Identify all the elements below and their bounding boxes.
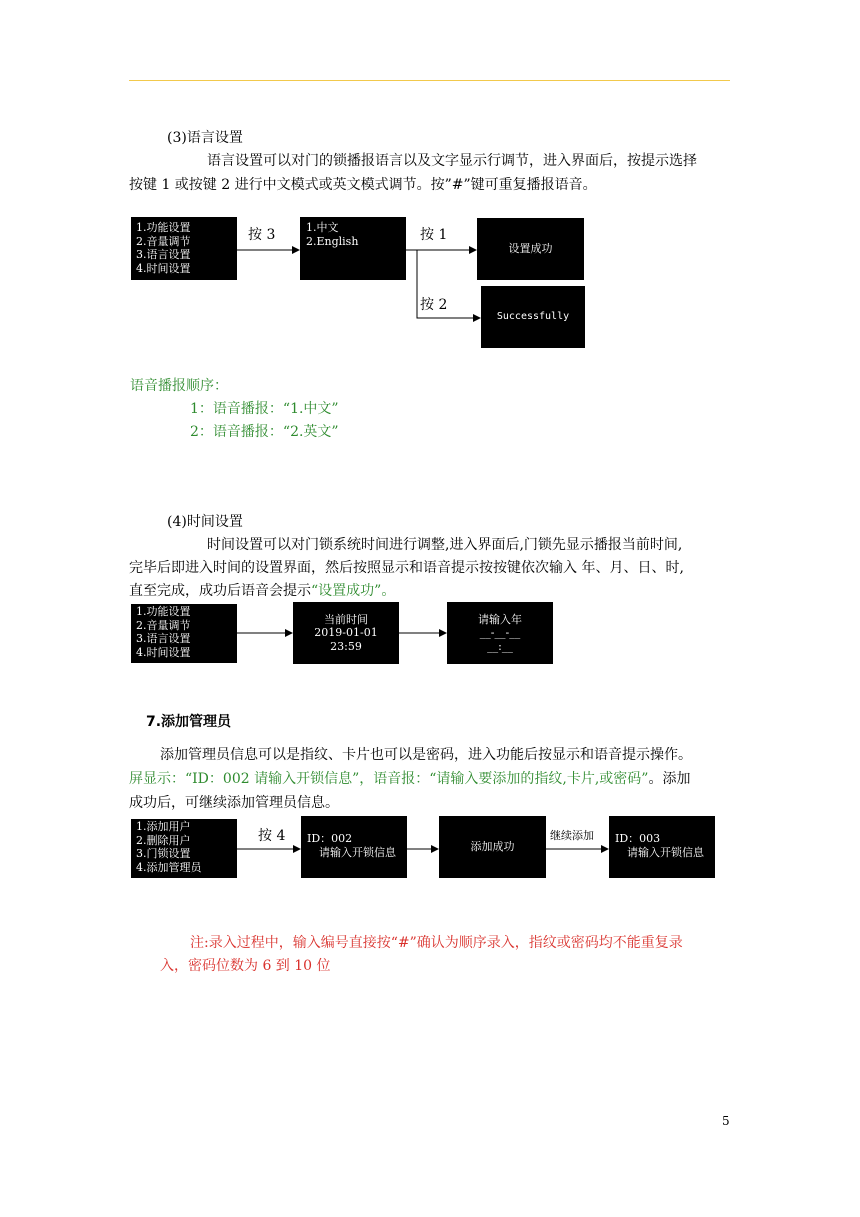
menu-item: 4.时间设置 xyxy=(136,261,191,275)
current-time-title: 当前时间 xyxy=(324,612,368,626)
voice-order-item: 1：语音播报：“1.中文” xyxy=(190,401,339,417)
section3-para-line2: 按键 1 或按键 2 进行中文模式或英文模式调节。按”#”键可重复播报语音。 xyxy=(129,177,597,193)
success-voice-prompt: “设置成功”。 xyxy=(311,583,396,599)
enter-unlock-info: 请输入开锁信息 xyxy=(319,845,396,859)
current-clock: 23:59 xyxy=(330,639,362,653)
current-date: 2019-01-01 xyxy=(314,626,378,640)
menu-item: 3.门锁设置 xyxy=(136,847,191,860)
time-placeholder: __:__ xyxy=(487,639,513,653)
menu-item: 2.音量调节 xyxy=(136,618,191,632)
section7-para-line2-tail: 。添加 xyxy=(648,771,691,787)
menu-item: 4.时间设置 xyxy=(136,645,191,659)
continue-add-label: 继续添加 xyxy=(550,829,594,842)
menu-item: 2.删除用户 xyxy=(136,833,191,847)
section4-heading: (4)时间设置 xyxy=(167,514,243,530)
note-line1: 注:录入过程中，输入编号直接按“#”确认为顺序录入，指纹或密码均不能重复录 xyxy=(190,935,683,951)
section3-heading: (3)语言设置 xyxy=(167,130,243,146)
voice-order-title: 语音播报顺序： xyxy=(130,378,228,394)
result-cn-text: 设置成功 xyxy=(508,242,553,256)
input-year-title: 请输入年 xyxy=(478,612,522,626)
arrow xyxy=(417,250,480,318)
section4-para-line2: 完毕后即进入时间的设置界面，然后按照显示和语音提示按按键依次输入 年、月、日、时, xyxy=(129,560,684,576)
date-placeholder: __-__-__ xyxy=(479,626,521,640)
press-4-label: 按 4 xyxy=(258,828,286,844)
add-success-text: 添加成功 xyxy=(470,840,515,854)
id-label: ID：003 xyxy=(615,832,661,845)
menu-item: 4.添加管理员 xyxy=(136,860,202,874)
press-2-label: 按 2 xyxy=(420,297,448,313)
note-line2: 入，密码位数为 6 到 10 位 xyxy=(160,958,331,974)
menu-item: 3.语言设置 xyxy=(136,248,191,261)
id-label: ID：002 xyxy=(307,832,353,845)
section4-para-line1: 时间设置可以对门锁系统时间进行调整,进入界面后,门锁先显示播报当前时间, xyxy=(207,537,683,553)
screen-voice-prompt: 屏显示：“ID：002 请输入开锁信息”，语音报：“请输入要添加的指纹,卡片,或密码” xyxy=(129,771,649,787)
menu-item: 2.音量调节 xyxy=(136,234,191,248)
result-en-text: Successfully xyxy=(496,311,570,323)
menu-item: 1.添加用户 xyxy=(136,820,191,833)
section7-para-line1: 添加管理员信息可以是指纹、卡片也可以是密码，进入功能后按显示和语音提示操作。 xyxy=(160,747,692,763)
press-1-label: 按 1 xyxy=(420,227,448,243)
menu-item: 3.语言设置 xyxy=(136,632,191,645)
enter-unlock-info: 请输入开锁信息 xyxy=(627,845,704,859)
page-number: 5 xyxy=(722,1114,730,1128)
language-option: 1.中文 xyxy=(306,221,339,234)
language-option: 2.English xyxy=(306,234,359,248)
section3-para-line1: 语言设置可以对门的锁播报语言以及文字显示行调节，进入界面后，按提示选择 xyxy=(207,153,697,169)
section4-para-line3-text: 直至完成，成功后语音会提示 xyxy=(129,583,311,599)
menu-item: 1.功能设置 xyxy=(136,605,191,618)
voice-order-item: 2：语音播报：“2.英文” xyxy=(190,424,339,440)
menu-item: 1.功能设置 xyxy=(136,221,191,234)
section7-para-line3: 成功后，可继续添加管理员信息。 xyxy=(129,795,339,811)
press-3-label: 按 3 xyxy=(248,227,276,243)
section7-heading: 7.添加管理员 xyxy=(146,714,232,730)
